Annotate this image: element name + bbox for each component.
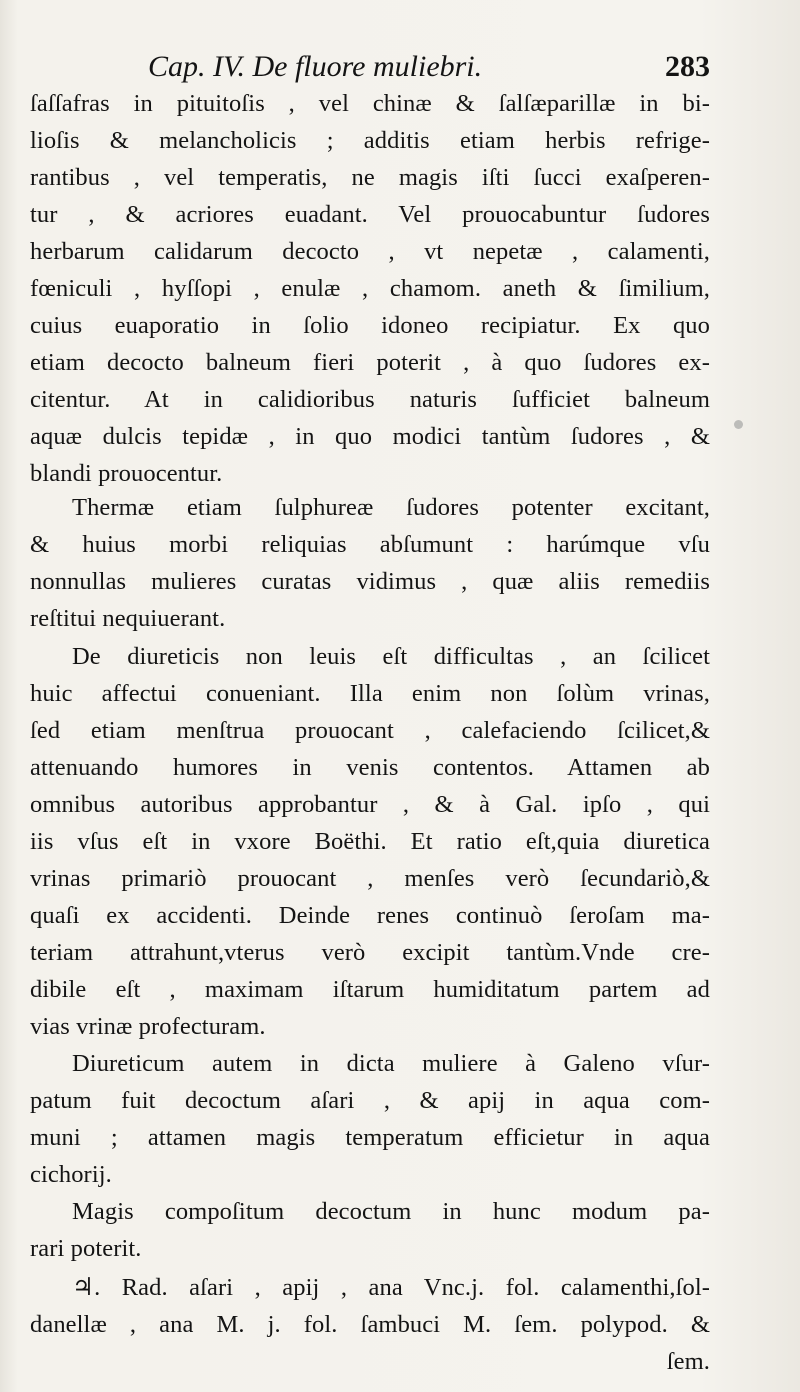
text-line: patum fuit decoctum aſari , & apij in aqua com- xyxy=(30,1087,710,1114)
page-number: 283 xyxy=(665,50,710,83)
page-header xyxy=(130,46,710,90)
text-line: huic affectui conueniant. Illa enim non ſolùm vrinas, xyxy=(30,680,710,707)
text-line: etiam decocto balneum fieri poterit , à quo ſudores ex- xyxy=(30,349,710,376)
text-line: attenuando humores in venis contentos. Attamen ab xyxy=(30,754,710,781)
text-line: iis vſus eſt in vxore Boëthi. Et ratio eſt,quia diuretica xyxy=(30,828,710,855)
running-title: Cap. IV. De fluore muliebri. xyxy=(148,50,483,83)
text-line: blandi prouocentur. xyxy=(30,460,223,487)
text-line: & huius morbi reliquias abſumunt : harúmque vſu xyxy=(30,531,710,558)
text-line: herbarum calidarum decocto , vt nepetæ , calamenti, xyxy=(30,238,710,265)
text-line: lioſis & melancholicis ; additis etiam herbis refrige- xyxy=(30,127,710,154)
text-line: fœniculi , hyſſopi , enulæ , chamom. aneth & ſimilium, xyxy=(30,275,710,302)
text-line: cuius euaporatio in ſolio idoneo recipiatur. Ex quo xyxy=(30,312,710,339)
paragraph-first-line: Thermæ etiam ſulphureæ ſudores potenter excitant, xyxy=(72,494,710,521)
text-line: teriam attrahunt,vterus verò excipit tantùm.Vnde cre- xyxy=(30,939,710,966)
paragraph-first-line: De diureticis non leuis eſt difficultas , an ſcilicet xyxy=(72,643,710,670)
text-line: muni ; attamen magis temperatum efficietur in aqua xyxy=(30,1124,710,1151)
paragraph-first-line: Magis compoſitum decoctum in hunc modum pa- xyxy=(72,1198,710,1225)
text-line: danellæ , ana M. j. fol. ſambuci M. ſem. polypod. & xyxy=(30,1311,710,1338)
text-line: ſed etiam menſtrua prouocant , calefaciendo ſcilicet,& xyxy=(30,717,710,744)
paragraph-first-line: Diureticum autem in dicta muliere à Galeno vſur- xyxy=(72,1050,710,1077)
text-line: cichorij. xyxy=(30,1161,112,1188)
text-line: reſtitui nequiuerant. xyxy=(30,605,226,632)
text-line: rari poterit. xyxy=(30,1235,142,1262)
text-line: citentur. At in calidioribus naturis ſufficiet balneum xyxy=(30,386,710,413)
text-line: quaſi ex accidenti. Deinde renes continuò ſeroſam ma- xyxy=(30,902,710,929)
text-line: vias vrinæ profecturam. xyxy=(30,1013,266,1040)
ink-spot xyxy=(734,420,743,429)
text-line: dibile eſt , maximam iſtarum humiditatum partem ad xyxy=(30,976,710,1003)
text-line: nonnullas mulieres curatas vidimus , quæ aliis remediis xyxy=(30,568,710,595)
text-line: vrinas primariò prouocant , menſes verò ſecundariò,& xyxy=(30,865,710,892)
catchword: ſem. xyxy=(666,1348,710,1375)
text-line: aquæ dulcis tepidæ , in quo modici tantùm ſudores , & xyxy=(30,423,710,450)
text-line: rantibus , vel temperatis, ne magis iſti ſucci exaſperen- xyxy=(30,164,710,191)
text-line: omnibus autoribus approbantur , & à Gal. ipſo , qui xyxy=(30,791,710,818)
text-line: tur , & acriores euadant. Vel prouocabuntur ſudores xyxy=(30,201,710,228)
text-line: ſaſſafras in pituitoſis , vel chinæ & ſalſæparillæ in bi- xyxy=(30,90,710,117)
recipe-first-line: ♃. Rad. aſari , apij , ana Vnc.j. fol. calamenthi,ſol- xyxy=(72,1274,710,1301)
